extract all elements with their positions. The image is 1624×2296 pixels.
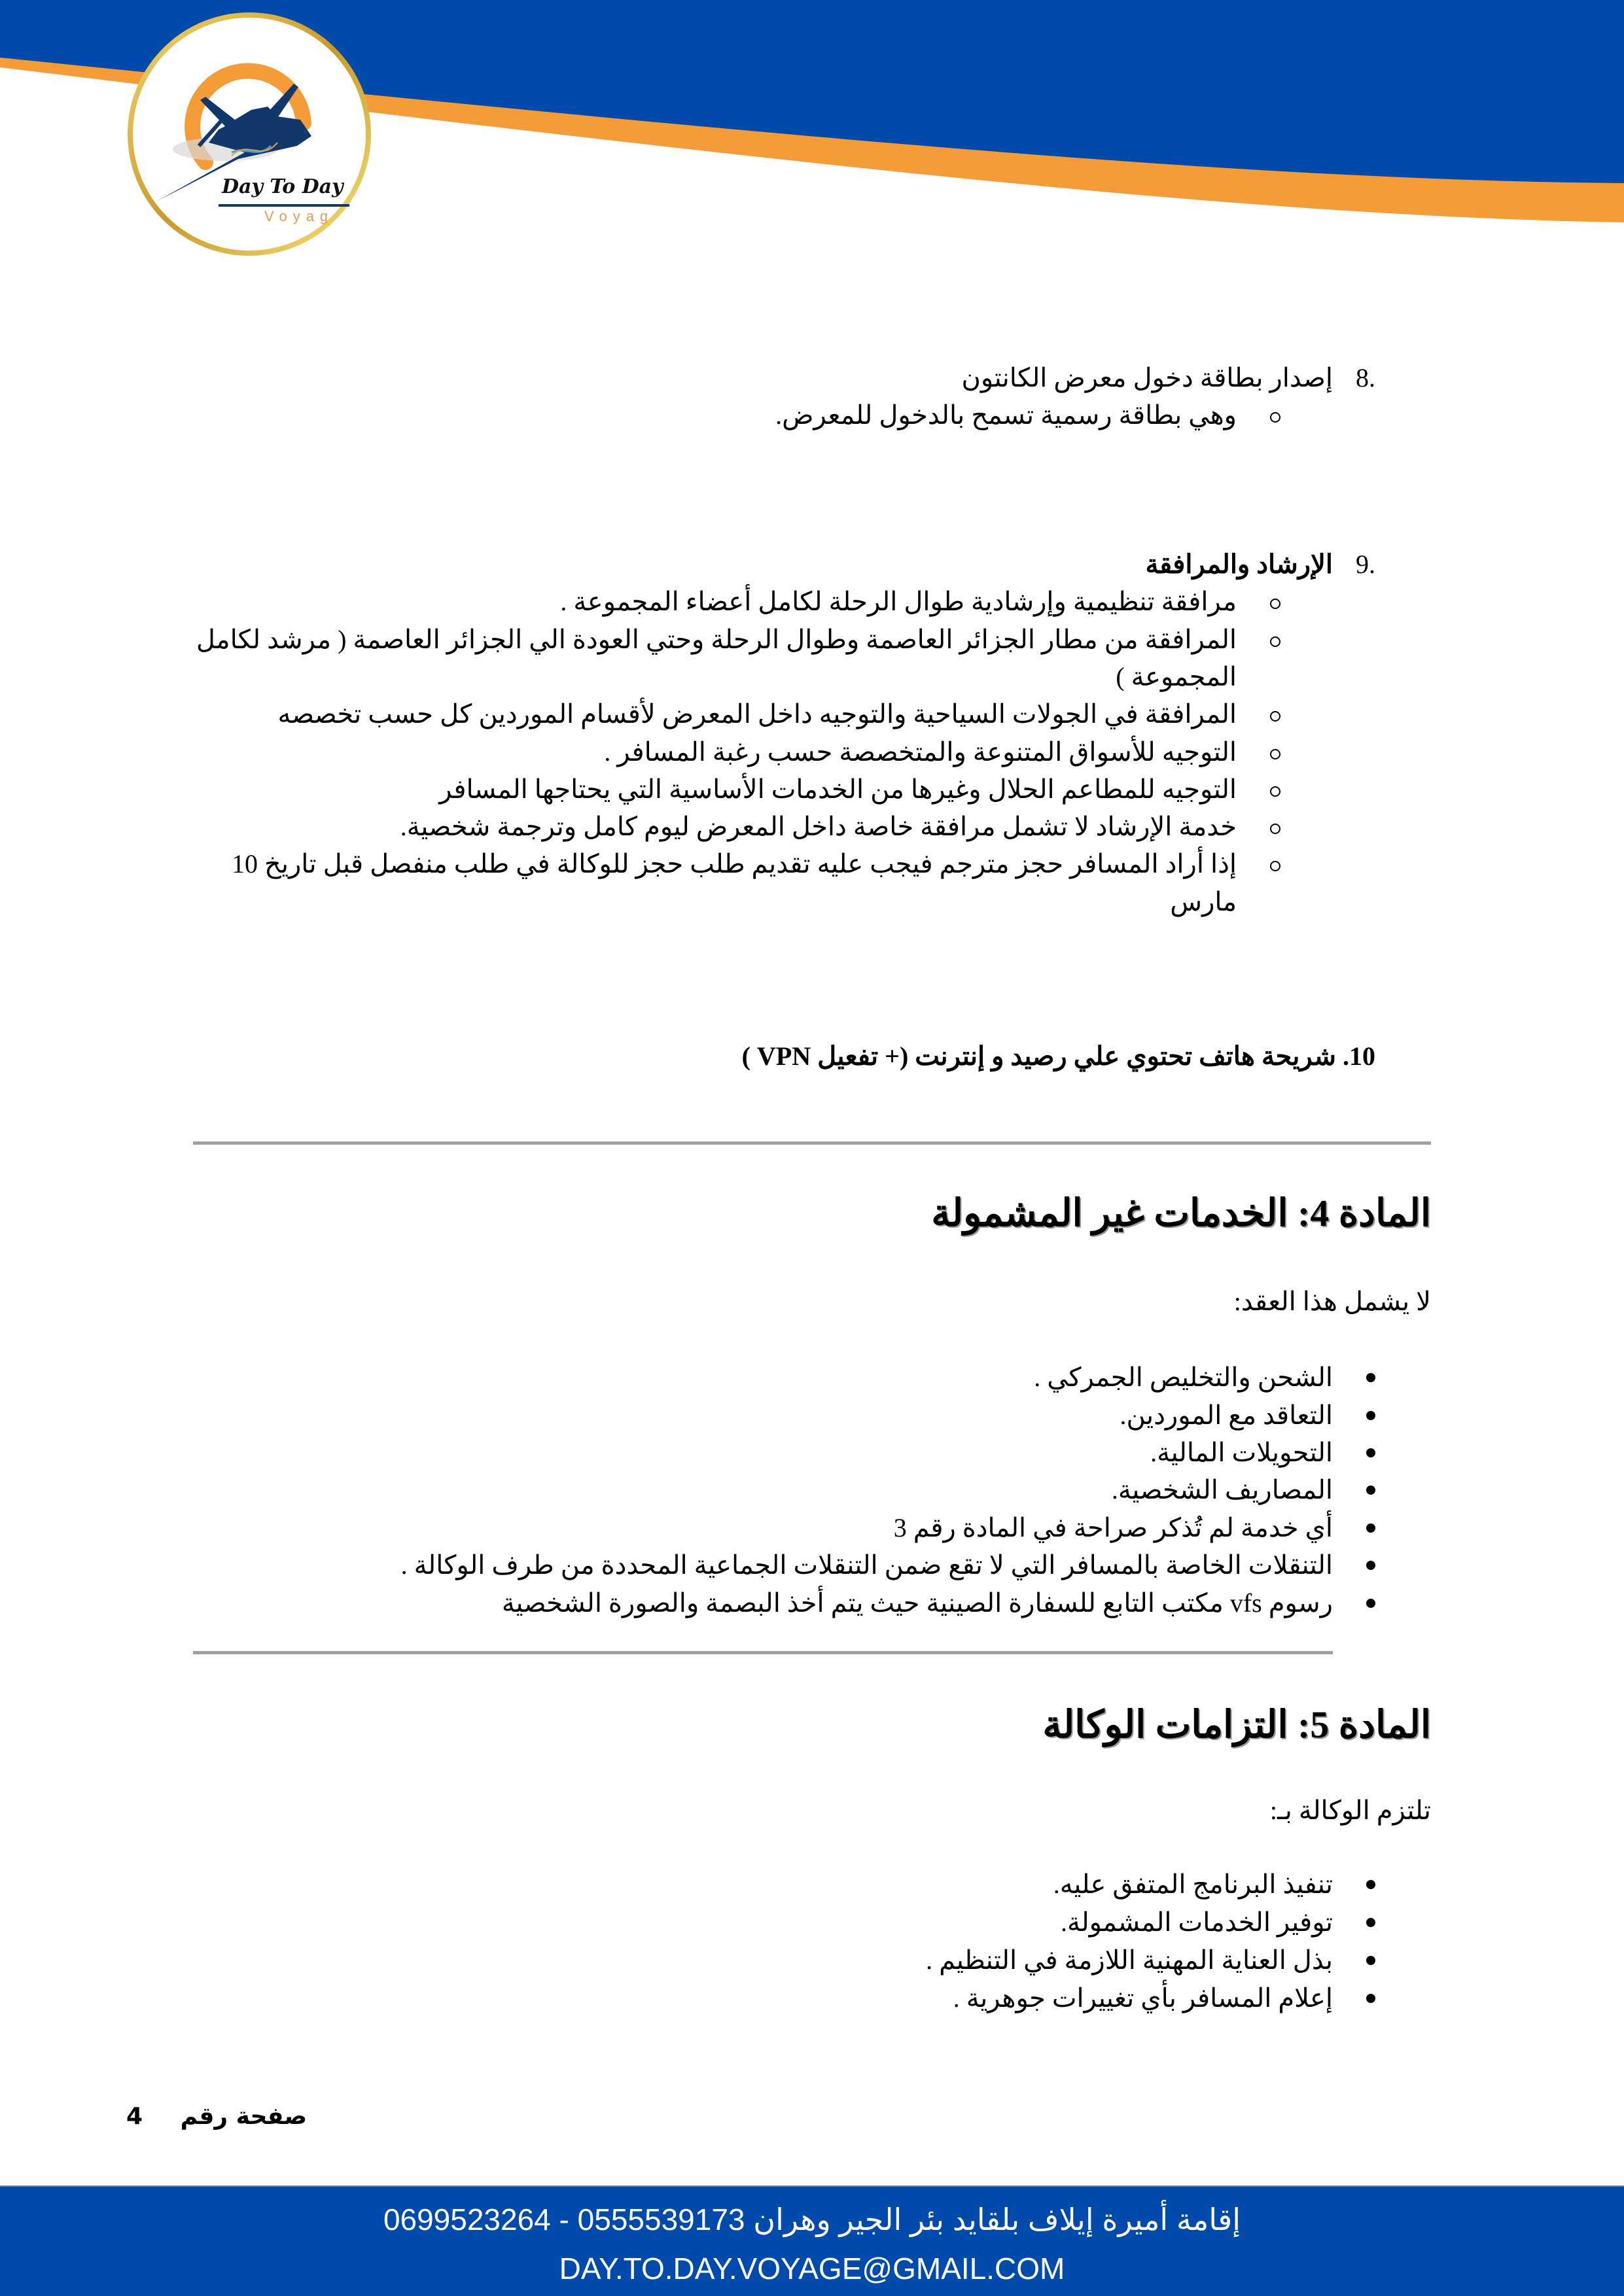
list-item: تنفيذ البرنامج المتفق عليه. [1053, 1870, 1333, 1899]
footer-email: DAY.TO.DAY.VOYAGE@GMAIL.COM [559, 2252, 1065, 2286]
circle-bullet-icon [1270, 636, 1280, 647]
list-item: بذل العناية المهنية اللازمة في التنظيم . [926, 1945, 1333, 1975]
sub-item: وهي بطاقة رسمية تسمح بالدخول للمعرض. [775, 400, 1237, 430]
sub-item: المرافقة في الجولات السياحية والتوجيه داخل المعرض لأقسام الموردين كل حسب تخصصه [277, 699, 1237, 729]
circle-bullet-icon [1270, 786, 1280, 797]
sub-item: خدمة الإرشاد لا تشمل مرافقة خاصة داخل المعرض ليوم كامل وترجمة شخصية. [400, 812, 1237, 841]
article-intro: لا يشمل هذا العقد: [1233, 1287, 1431, 1316]
list-item: الشحن والتخليص الجمركي . [1034, 1363, 1333, 1392]
logo-underline [219, 204, 349, 207]
item-number: 9. [1356, 549, 1375, 579]
bullet-icon [1366, 1486, 1375, 1495]
bullet-icon [1366, 1956, 1375, 1965]
article-heading: المادة 5: التزامات الوكالة [1042, 1703, 1431, 1746]
sub-item-wrap: مارس [1170, 887, 1237, 916]
bullet-icon [1366, 1599, 1375, 1608]
bullet-icon [1366, 1918, 1375, 1927]
bullet-icon [1366, 1448, 1375, 1457]
footer-bar [0, 2185, 1624, 2296]
item-title: الإرشاد والمرافقة [1145, 549, 1333, 579]
item-number: 8. [1356, 363, 1375, 392]
bullet-icon [1366, 1373, 1375, 1382]
circle-bullet-icon [1270, 599, 1280, 609]
bullet-icon [1366, 1561, 1375, 1570]
sub-item: المرافقة من مطار الجزائر العاصمة وطوال الرحلة وحتي العودة الي الجزائر العاصمة ( مرشد لكامل [196, 625, 1237, 654]
footer-address-phones: إقامة أميرة إيلاف بلقايد بئر الجير وهران 0555539173 - 0699523264 [383, 2202, 1241, 2236]
list-item: أي خدمة لم تُذكر صراحة في المادة رقم 3 [893, 1513, 1333, 1542]
bullet-icon [1366, 1411, 1375, 1420]
article-heading: المادة 4: الخدمات غير المشمولة [931, 1192, 1431, 1234]
bullet-icon [1366, 1523, 1375, 1533]
page-number-value: 4 [126, 2103, 143, 2130]
sub-item: مرافقة تنظيمية وإرشادية طوال الرحلة لكامل أعضاء المجموعة . [560, 587, 1237, 616]
item-number: 10. [1343, 1041, 1375, 1071]
bullet-icon [1366, 1880, 1375, 1889]
circle-bullet-icon [1270, 711, 1280, 722]
list-item: المصاريف الشخصية. [1111, 1475, 1333, 1505]
section-divider [193, 1651, 1333, 1654]
logo-title: Day To Day [222, 175, 344, 198]
circle-bullet-icon [1270, 412, 1280, 423]
bullet-icon [1366, 1994, 1375, 2003]
list-item: التحويلات المالية. [1150, 1438, 1333, 1467]
list-item: إعلام المسافر بأي تغييرات جوهرية . [953, 1983, 1333, 2013]
item-text: شريحة هاتف تحتوي علي رصيد و إنترنت (+ تفعيل VPN ) [741, 1041, 1336, 1071]
sub-item-wrap: المجموعة ) [1116, 662, 1237, 691]
article-intro: تلتزم الوكالة بـ: [1269, 1796, 1431, 1825]
logo [127, 12, 372, 256]
sub-item: التوجيه للمطاعم الحلال وغيرها من الخدمات الأساسية التي يحتاجها المسافر [439, 774, 1237, 804]
circle-bullet-icon [1270, 861, 1280, 871]
list-item: توفير الخدمات المشمولة. [1061, 1907, 1333, 1937]
section-divider [193, 1141, 1431, 1145]
page-number [126, 2103, 307, 2130]
list-item: التنقلات الخاصة بالمسافر التي لا تقع ضمن التنقلات الجماعية المحددة من طرف الوكالة . [400, 1550, 1333, 1580]
page-number-label: صفحة رقم [180, 2103, 308, 2130]
list-item: رسوم vfs مكتب التابع للسفارة الصينية حيث يتم أخذ البصمة والصورة الشخصية [501, 1588, 1333, 1618]
sub-item: التوجيه للأسواق المتنوعة والمتخصصة حسب رغبة المسافر . [604, 737, 1237, 767]
item-title [742, 1037, 1375, 1075]
sub-item: إذا أراد المسافر حجز مترجم فيجب عليه تقديم طلب حجز للوكالة في طلب منفصل قبل تاريخ 10 [232, 849, 1237, 878]
logo-subtitle: Voyag [264, 208, 334, 224]
airplane-logo-icon [127, 12, 372, 256]
circle-bullet-icon [1270, 749, 1280, 759]
item-title: إصدار بطاقة دخول معرض الكانتون [961, 363, 1333, 392]
circle-bullet-icon [1270, 824, 1280, 834]
list-item: التعاقد مع الموردين. [1120, 1400, 1333, 1430]
